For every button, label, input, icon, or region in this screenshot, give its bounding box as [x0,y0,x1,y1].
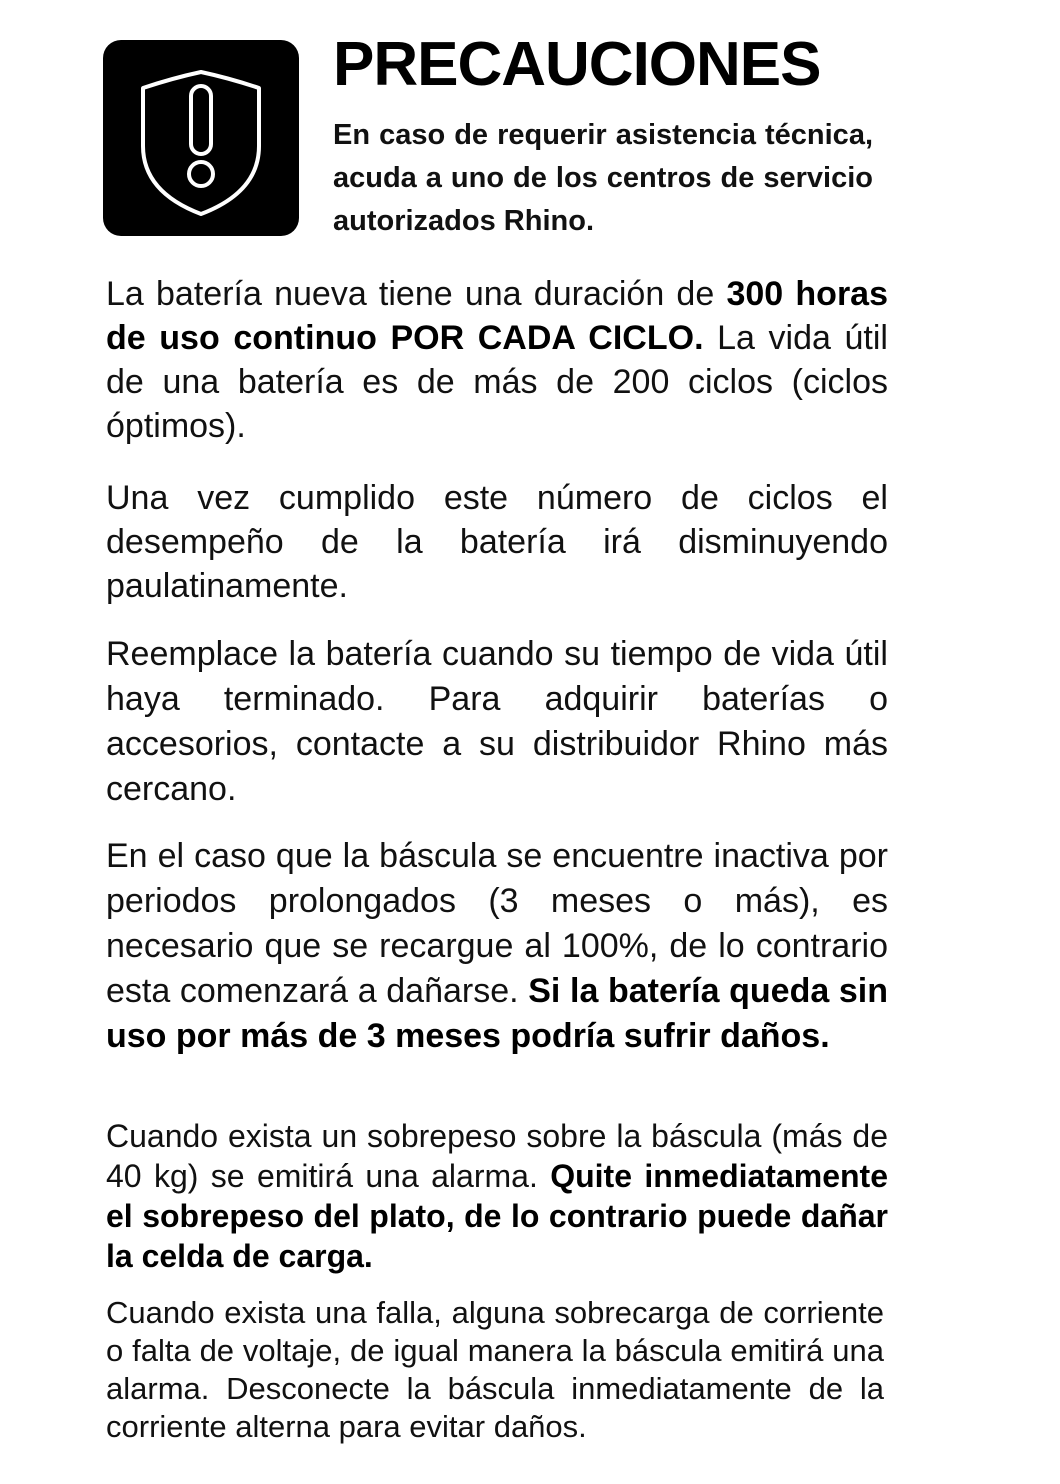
page-title: PRECAUCIONES [333,30,821,99]
text-segment: Cuando exista un sobrepeso sobre la báscula (más de 40 kg) se emitirá una alarma. [106,1118,888,1194]
failure-alarm-paragraph: Cuando exista una falla, alguna sobrecarga de corriente o falta de voltaje, de igual manera la báscula emitirá una alarma. Desconecte la báscula inmediatamente de la corriente alterna para evitar daños. [106,1295,884,1444]
replace-battery-paragraph: Reemplace la batería cuando su tiempo de vida útil haya terminado. Para adquirir baterías o accesorios, contacte a su distribuidor Rhino más cercano. [106,635,888,808]
text-segment: La batería nueva tiene una duración de [106,275,727,313]
emphasis-text: 300 horas de uso continuo POR CADA CICLO. [106,275,888,357]
text-segment: La vida útil de una batería es de más de 200 ciclos (ciclos óptimos). [106,319,888,445]
page-subtitle: En caso de requerir asistencia técnica, acuda a uno de los centros de servicio autorizados Rhino. [333,119,873,237]
emphasis-text: Si la batería queda sin uso por más de 3 meses podría sufrir daños. [106,972,889,1055]
overweight-paragraph [106,1116,888,1276]
emphasis-text: Quite inmediatamente el sobrepeso del plato, de lo contrario puede dañar la celda de carga. [106,1158,889,1274]
shield-exclamation-icon [103,40,299,236]
performance-paragraph: Una vez cumplido este número de ciclos el desempeño de la batería irá disminuyendo paulatinamente. [106,479,888,605]
battery-life-paragraph [106,272,888,448]
text-segment: En el caso que la báscula se encuentre inactiva por periodos prolongados (3 meses o más), es necesario que se recargue al 100%, de lo contrario esta comenzará a dañarse. [106,837,888,1010]
inactive-scale-paragraph [106,834,888,1059]
